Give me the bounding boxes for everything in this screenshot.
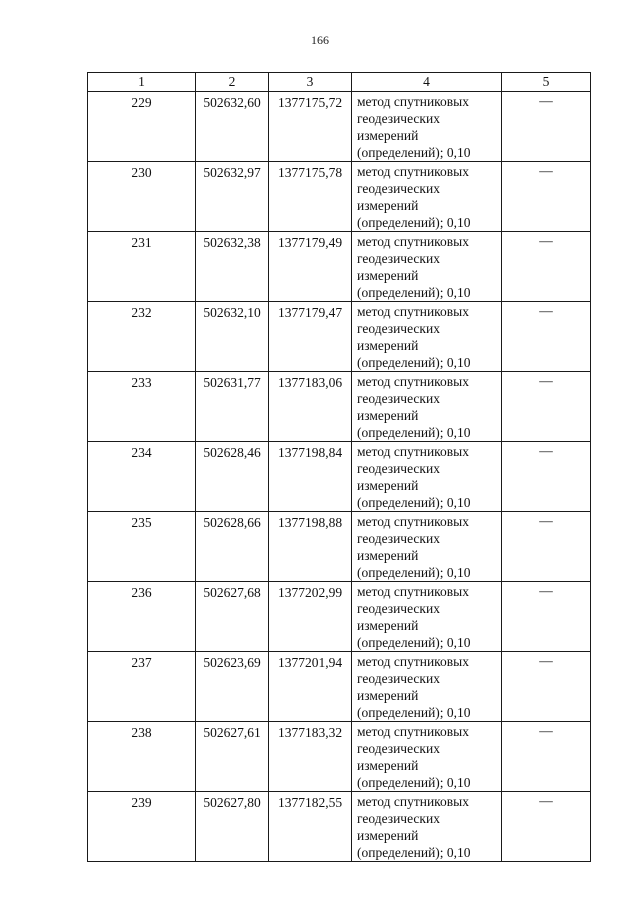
table-row (88, 512, 591, 582)
method-cell (352, 162, 502, 232)
method-line: метод спутниковых (357, 374, 469, 389)
method-line: измерений (357, 268, 419, 283)
y-coordinate-cell: 1377182,55 (269, 792, 352, 862)
x-coordinate-cell: 502632,38 (196, 232, 269, 302)
method-cell (352, 722, 502, 792)
y-coordinate-cell: 1377202,99 (269, 582, 352, 652)
x-coordinate-cell: 502623,69 (196, 652, 269, 722)
table-row (88, 652, 591, 722)
point-number-cell: 232 (88, 302, 196, 372)
method-line: измерений (357, 338, 419, 353)
method-cell (352, 792, 502, 862)
x-coordinate-cell: 502628,46 (196, 442, 269, 512)
method-line: (определений); 0,10 (357, 215, 471, 230)
method-line: геодезических (357, 811, 440, 826)
column-header-1: 1 (88, 73, 196, 92)
method-line: метод спутниковых (357, 724, 469, 739)
method-line: измерений (357, 128, 419, 143)
y-coordinate-cell: 1377183,32 (269, 722, 352, 792)
method-line: измерений (357, 548, 419, 563)
x-coordinate-cell: 502627,80 (196, 792, 269, 862)
y-coordinate-cell: 1377179,49 (269, 232, 352, 302)
description-cell (502, 92, 591, 162)
method-line: геодезических (357, 111, 440, 126)
method-line: метод спутниковых (357, 584, 469, 599)
method-line: (определений); 0,10 (357, 145, 471, 160)
method-cell (352, 442, 502, 512)
method-line: метод спутниковых (357, 164, 469, 179)
description-cell (502, 232, 591, 302)
method-line: измерений (357, 408, 419, 423)
method-line: метод спутниковых (357, 444, 469, 459)
method-line: (определений); 0,10 (357, 425, 471, 440)
method-line: геодезических (357, 601, 440, 616)
dash-mark: — (539, 93, 553, 108)
x-coordinate-cell: 502632,60 (196, 92, 269, 162)
x-coordinate-cell: 502632,97 (196, 162, 269, 232)
description-cell (502, 512, 591, 582)
point-number-cell: 229 (88, 92, 196, 162)
column-header-2: 2 (196, 73, 269, 92)
dash-mark: — (539, 793, 553, 808)
y-coordinate-cell: 1377183,06 (269, 372, 352, 442)
point-number-cell: 239 (88, 792, 196, 862)
x-coordinate-cell: 502628,66 (196, 512, 269, 582)
table-row (88, 372, 591, 442)
table-body (88, 92, 591, 862)
description-cell (502, 792, 591, 862)
point-number-cell: 235 (88, 512, 196, 582)
method-line: геодезических (357, 531, 440, 546)
description-cell (502, 652, 591, 722)
method-line: (определений); 0,10 (357, 565, 471, 580)
dash-mark: — (539, 163, 553, 178)
method-line: (определений); 0,10 (357, 845, 471, 860)
x-coordinate-cell: 502627,61 (196, 722, 269, 792)
method-line: геодезических (357, 741, 440, 756)
x-coordinate-cell: 502631,77 (196, 372, 269, 442)
y-coordinate-cell: 1377201,94 (269, 652, 352, 722)
method-line: геодезических (357, 181, 440, 196)
method-line: метод спутниковых (357, 794, 469, 809)
method-line: метод спутниковых (357, 234, 469, 249)
method-cell (352, 232, 502, 302)
coordinates-table (87, 72, 591, 862)
method-cell (352, 582, 502, 652)
point-number-cell: 236 (88, 582, 196, 652)
point-number-cell: 230 (88, 162, 196, 232)
method-line: метод спутниковых (357, 94, 469, 109)
method-line: измерений (357, 198, 419, 213)
method-line: (определений); 0,10 (357, 355, 471, 370)
method-line: измерений (357, 618, 419, 633)
method-line: (определений); 0,10 (357, 635, 471, 650)
description-cell (502, 442, 591, 512)
point-number-cell: 234 (88, 442, 196, 512)
page-number: 166 (311, 33, 329, 47)
description-cell (502, 162, 591, 232)
method-cell (352, 652, 502, 722)
y-coordinate-cell: 1377198,84 (269, 442, 352, 512)
description-cell (502, 722, 591, 792)
dash-mark: — (539, 513, 553, 528)
table-row (88, 232, 591, 302)
method-line: (определений); 0,10 (357, 285, 471, 300)
method-line: (определений); 0,10 (357, 495, 471, 510)
dash-mark: — (539, 583, 553, 598)
method-line: геодезических (357, 461, 440, 476)
table-row (88, 722, 591, 792)
method-line: измерений (357, 758, 419, 773)
dash-mark: — (539, 233, 553, 248)
method-cell (352, 512, 502, 582)
method-line: измерений (357, 478, 419, 493)
point-number-cell: 231 (88, 232, 196, 302)
table-row (88, 92, 591, 162)
method-line: геодезических (357, 671, 440, 686)
column-header-4: 4 (352, 73, 502, 92)
description-cell (502, 372, 591, 442)
dash-mark: — (539, 723, 553, 738)
point-number-cell: 233 (88, 372, 196, 442)
y-coordinate-cell: 1377179,47 (269, 302, 352, 372)
dash-mark: — (539, 303, 553, 318)
y-coordinate-cell: 1377175,72 (269, 92, 352, 162)
point-number-cell: 237 (88, 652, 196, 722)
dash-mark: — (539, 653, 553, 668)
method-line: метод спутниковых (357, 654, 469, 669)
x-coordinate-cell: 502632,10 (196, 302, 269, 372)
method-line: метод спутниковых (357, 304, 469, 319)
dash-mark: — (539, 373, 553, 388)
description-cell (502, 582, 591, 652)
method-line: (определений); 0,10 (357, 705, 471, 720)
table-row (88, 302, 591, 372)
method-line: геодезических (357, 251, 440, 266)
description-cell (502, 302, 591, 372)
header-row (88, 73, 591, 92)
table-row (88, 162, 591, 232)
method-cell (352, 372, 502, 442)
method-cell (352, 302, 502, 372)
method-line: геодезических (357, 391, 440, 406)
method-line: метод спутниковых (357, 514, 469, 529)
method-line: (определений); 0,10 (357, 775, 471, 790)
column-header-3: 3 (269, 73, 352, 92)
method-line: измерений (357, 688, 419, 703)
dash-mark: — (539, 443, 553, 458)
table-header (88, 73, 591, 92)
method-line: измерений (357, 828, 419, 843)
table-row (88, 582, 591, 652)
table-row (88, 792, 591, 862)
method-cell (352, 92, 502, 162)
y-coordinate-cell: 1377175,78 (269, 162, 352, 232)
point-number-cell: 238 (88, 722, 196, 792)
method-line: геодезических (357, 321, 440, 336)
column-header-5: 5 (502, 73, 591, 92)
x-coordinate-cell: 502627,68 (196, 582, 269, 652)
table-row (88, 442, 591, 512)
y-coordinate-cell: 1377198,88 (269, 512, 352, 582)
